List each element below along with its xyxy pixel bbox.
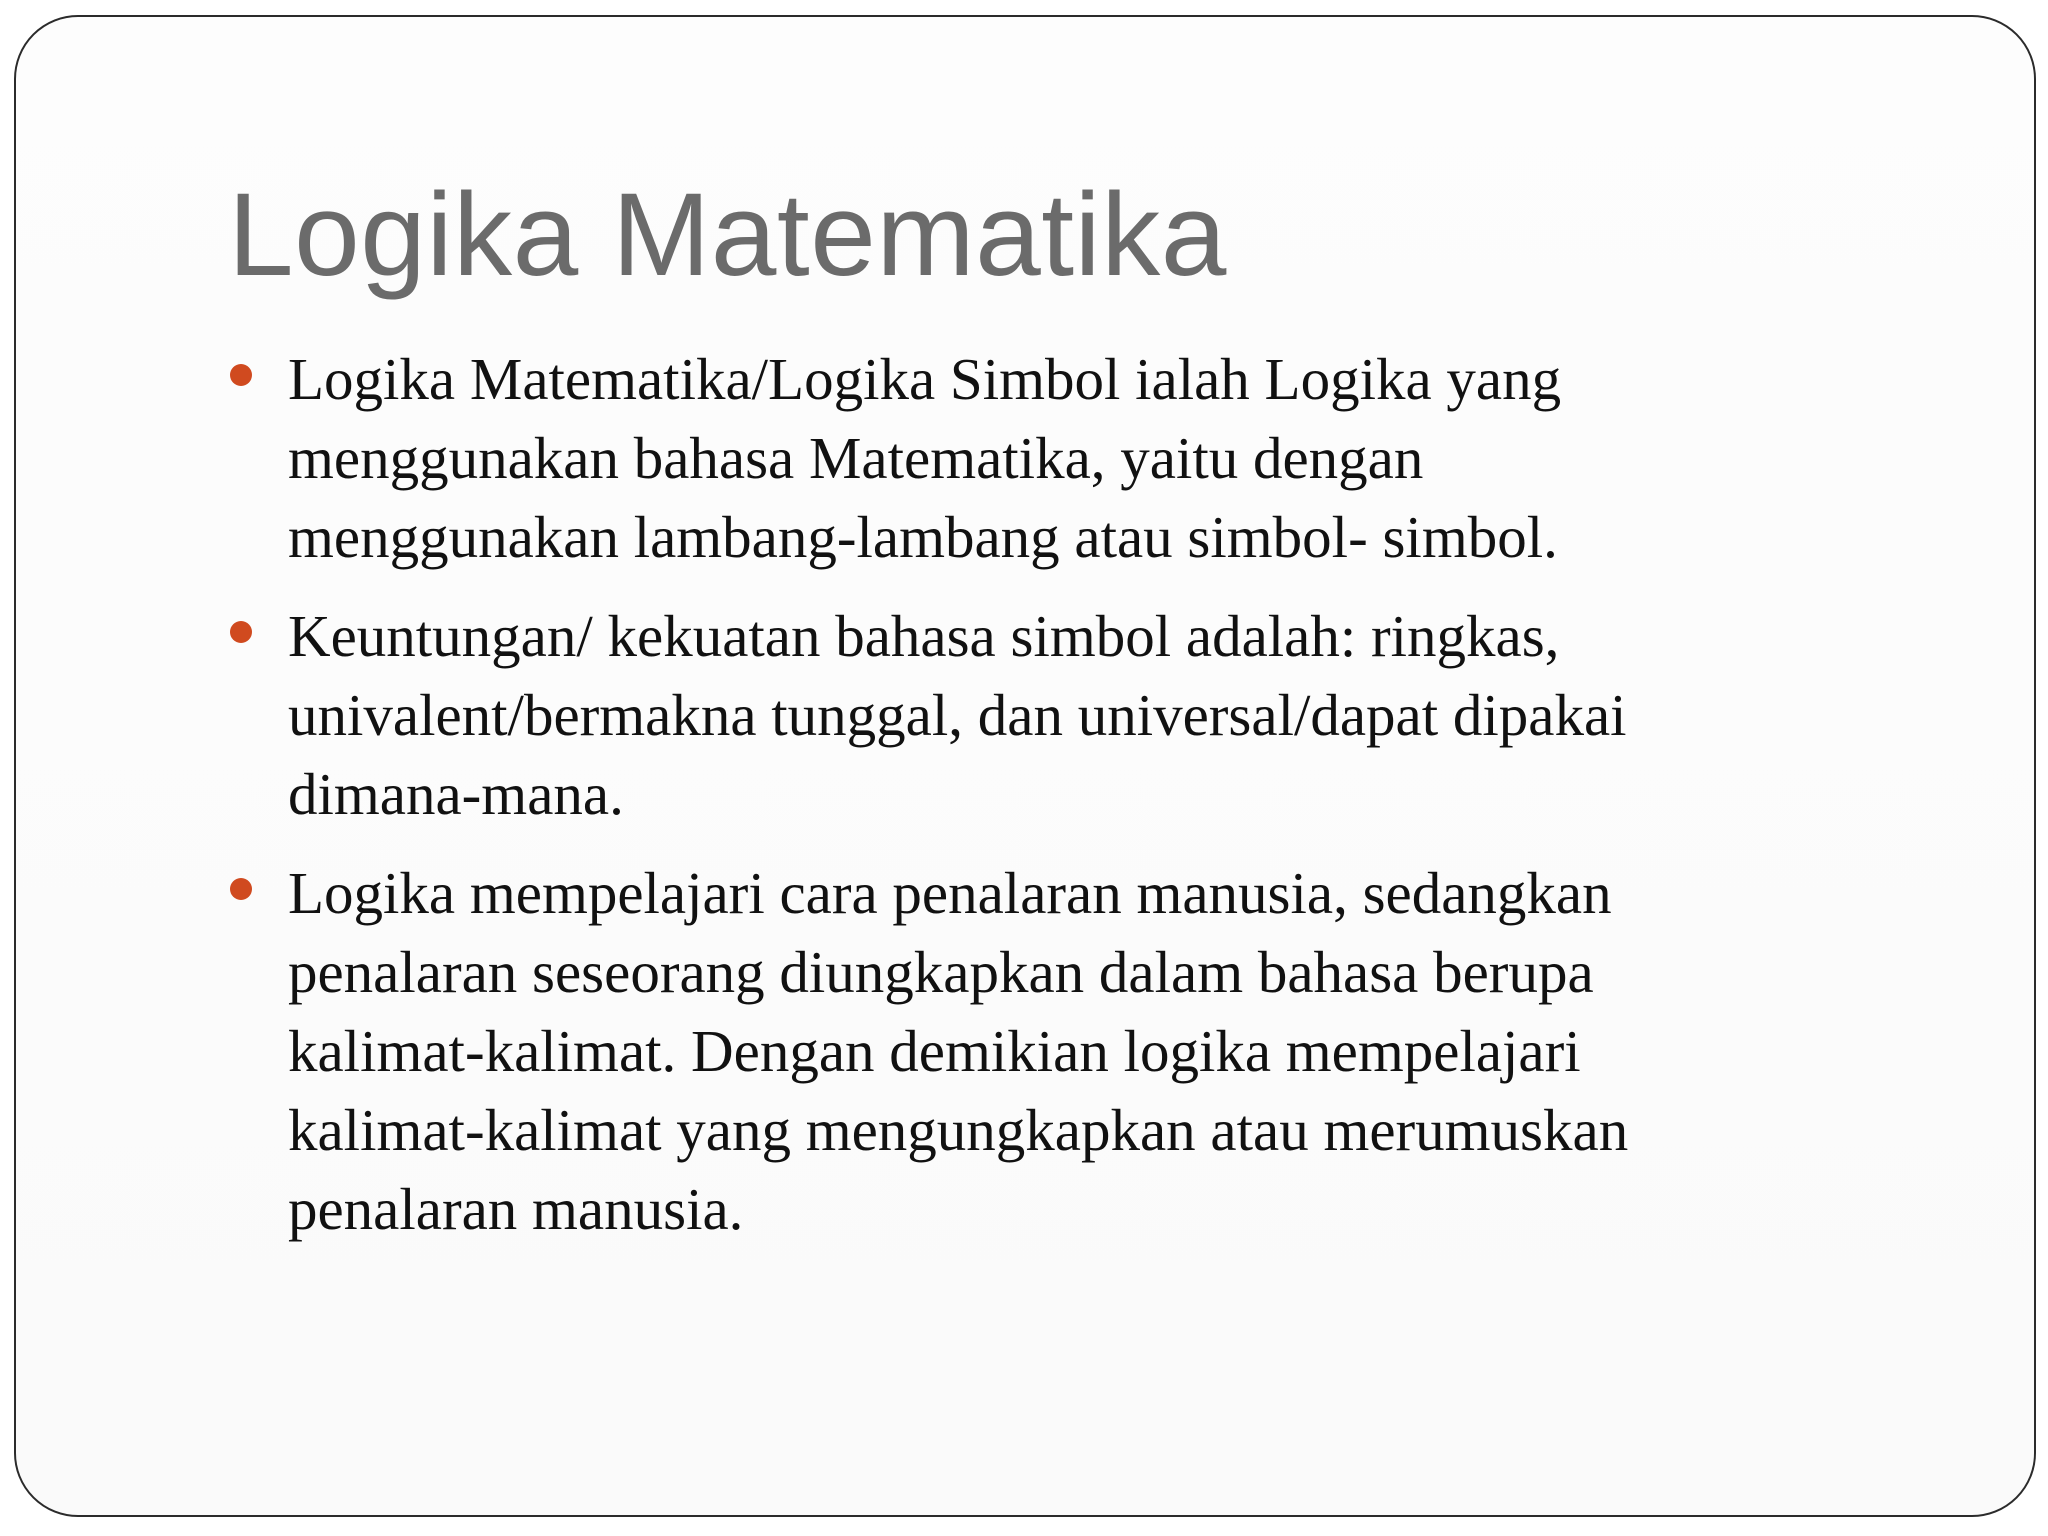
bullet-text: Logika Matematika/Logika Simbol ialah Logika yang menggunakan bahasa Matematika, yaitu dengan menggunakan lambang-lambang atau simbol- simbol. bbox=[288, 346, 1562, 570]
bullet-list bbox=[228, 340, 1848, 1269]
slide-title: Logika Matematika bbox=[228, 169, 1227, 301]
bullet-dot-icon bbox=[230, 364, 252, 386]
bullet-text: Keuntungan/ kekuatan bahasa simbol adalah: ringkas, univalent/bermakna tunggal, dan universal/dapat dipakai dimana-mana. bbox=[288, 603, 1627, 827]
bullet-item bbox=[228, 597, 1848, 834]
bullet-item bbox=[228, 340, 1848, 577]
bullet-item bbox=[228, 854, 1848, 1249]
bullet-text: Logika mempelajari cara penalaran manusia, sedangkan penalaran seseorang diungkapkan dalam bahasa berupa kalimat-kalimat. Dengan demikian logika mempelajari kalimat-kalimat yang mengungkapkan atau merumuskan penalaran manusia. bbox=[288, 860, 1629, 1242]
bullet-dot-icon bbox=[230, 878, 252, 900]
bullet-dot-icon bbox=[230, 621, 252, 643]
